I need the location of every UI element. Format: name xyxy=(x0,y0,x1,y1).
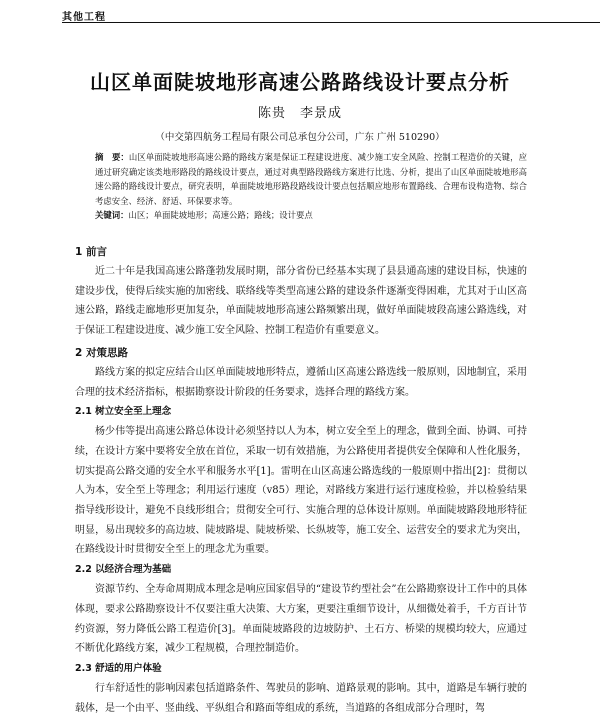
section-2-3-heading: 2.3 舒适的用户体验 xyxy=(75,662,162,674)
section-2-1-paragraph: 杨少伟等提出高速公路总体设计必须坚持以人为本，树立安全至上的理念，做到全面、协调、可持续，在设计方案中要将安全放在首位，采取一切有效措施，为公路使用者提供安全保障和人性化服务，切实提高公路交通的安全水平和服务水平[1]。雷明在山区高速公路选线的一般原则中指出[2]：贯彻以人为本，安全至上等理念；利用运行速度（v85）理论，对路线方案进行运行速度检验，并以检验结果指导线形设计，避免不良线形组合；贯彻安全可行、实施合理的总体设计原则。单面陡坡路段地形特征明显，易出现较多的高边坡、陡坡路堤、陡坡桥梁、长纵坡等，施工安全、运营安全的要求尤为突出，在路线设计时贯彻安全至上的理念尤为重要。 xyxy=(75,426,527,556)
affiliation: （中交第四航务工程局有限公司总承包分公司，广东 广州 510290） xyxy=(155,132,445,143)
section-1-heading: 1 前言 xyxy=(75,246,107,258)
section-1-paragraph: 近二十年是我国高速公路蓬勃发展时期，部分省份已经基本实现了县县通高速的建设目标，快速的建设步伐，使得后续实施的加密线、联络线等类型高速公路的建设条件逐渐变得困难，尤其对于山区高速公路，路线走廊地形更加复杂，单面陡坡地形高速公路频繁出现，做好单面陡坡段高速公路选线，对于保证工程建设进度、减少施工安全风险、控制工程造价有重要意义。 xyxy=(75,266,527,337)
keywords-label: 关键词： xyxy=(95,210,129,220)
abstract-text: 山区单面陡坡地形高速公路的路线方案是保证工程建设进度、减少施工安全风险、控制工程造价的关键，应通过研究确定该类地形路段的路线设计要点，通过对典型路段路线方案进行比选、分析，提出了山区单面陡坡地形高速公路的路线设计要点，研究表明，单面陡坡地形路段路线设计要点包括顺应地形布置路线、合理布设构造物、综合考虑安全、经济、舒适、环保要求等。 xyxy=(95,152,527,206)
keywords xyxy=(95,208,527,222)
section-2-2-paragraph: 资源节约、全寿命周期成本理念是响应国家倡导的“建设节约型社会”在公路勘察设计工作中的具体体现，要求公路勘察设计不仅要注重大决策、大方案，更要注重细节设计，从细微处着手，千方百计节约资源，努力降低公路工程造价[3]。单面陡坡路段的边坡防护、土石方、桥梁的规模均较大，应通过不断优化路线方案，减少工程规模，合理控制造价。 xyxy=(75,584,527,655)
paper-title: 山区单面陡坡地形高速公路路线设计要点分析 xyxy=(90,70,510,94)
abstract-label: 摘 要： xyxy=(95,152,129,162)
section-2-paragraph: 路线方案的拟定应结合山区单面陡坡地形特点，遵循山区高速公路选线一般原则，因地制宜，采用合理的技术经济指标，根据勘察设计阶段的任务要求，选择合理的路线方案。 xyxy=(75,366,527,398)
authors: 陈贵 李景成 xyxy=(257,106,342,121)
keywords-text: 山区；单面陡坡地形；高速公路；路线；设计要点 xyxy=(128,210,313,220)
abstract xyxy=(95,150,527,208)
section-2-heading: 2 对策思路 xyxy=(75,346,128,359)
running-head: 其他工程 xyxy=(62,12,106,23)
section-2-1-heading: 2.1 树立安全至上理念 xyxy=(75,406,172,418)
section-2-3-paragraph: 行车舒适性的影响因素包括道路条件、驾驶员的影响、道路景观的影响。其中，道路是车辆行驶的载体，是一个由平、竖曲线、平纵组合和路面等组成的系统，当道路的各组成部分合理时，驾 xyxy=(75,682,527,714)
paper-body xyxy=(75,240,527,718)
header-rule xyxy=(62,22,600,23)
section-2-2-heading: 2.2 以经济合理为基础 xyxy=(75,564,172,576)
